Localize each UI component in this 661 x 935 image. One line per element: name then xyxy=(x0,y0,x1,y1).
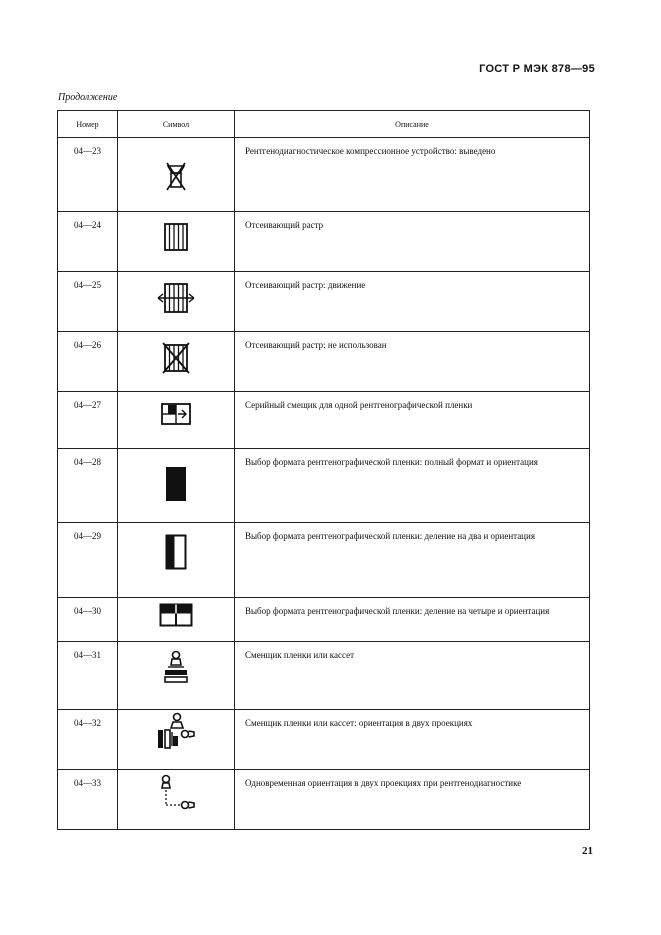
row-symbol xyxy=(118,598,235,642)
table-row xyxy=(58,138,590,212)
row-symbol xyxy=(118,138,235,212)
row-number: 04—30 xyxy=(58,598,118,642)
symbols-table xyxy=(57,110,590,830)
table-row xyxy=(58,523,590,598)
row-number: 04—24 xyxy=(58,212,118,272)
row-description: Сменщик пленки или кассет xyxy=(235,642,590,710)
spot-film-device-single-icon xyxy=(160,402,192,426)
row-description: Сменщик пленки или кассет: ориентация в двух проекциях xyxy=(235,710,590,770)
row-symbol xyxy=(118,392,235,449)
table-row xyxy=(58,642,590,710)
table-row xyxy=(58,710,590,770)
row-symbol xyxy=(118,770,235,830)
row-symbol xyxy=(118,449,235,523)
row-number: 04—27 xyxy=(58,392,118,449)
grid-movement-icon xyxy=(156,282,196,314)
continuation-label: Продолжение xyxy=(58,92,118,103)
column-header-description: Описание xyxy=(235,111,590,138)
row-description: Выбор формата рентгенографической пленки: полный формат и ориентация xyxy=(235,449,590,523)
row-symbol xyxy=(118,212,235,272)
film-cassette-changer-icon xyxy=(163,650,189,684)
row-number: 04—31 xyxy=(58,642,118,710)
row-description: Выбор формата рентгенографической пленки: деление на два и ориентация xyxy=(235,523,590,598)
table-row xyxy=(58,598,590,642)
film-format-quarters-icon xyxy=(159,603,193,627)
row-number: 04—26 xyxy=(58,332,118,392)
table-row xyxy=(58,332,590,392)
table-row xyxy=(58,272,590,332)
row-description: Отсеивающий растр xyxy=(235,212,590,272)
column-header-number: Номер xyxy=(58,111,118,138)
column-header-symbol: Символ xyxy=(118,111,235,138)
row-description: Рентгенодиагностическое компрессионное устройство: выведено xyxy=(235,138,590,212)
row-symbol xyxy=(118,332,235,392)
row-description: Отсеивающий растр: движение xyxy=(235,272,590,332)
grid-icon xyxy=(163,222,189,252)
table-row xyxy=(58,449,590,523)
compression-device-retracted-icon xyxy=(163,160,189,192)
row-number: 04—28 xyxy=(58,449,118,523)
row-symbol xyxy=(118,272,235,332)
row-description: Серийный смещик для одной рентгенографической пленки xyxy=(235,392,590,449)
row-symbol xyxy=(118,710,235,770)
row-symbol xyxy=(118,642,235,710)
table-row xyxy=(58,212,590,272)
row-description: Отсеивающий растр: не использован xyxy=(235,332,590,392)
row-symbol xyxy=(118,523,235,598)
page-number: 21 xyxy=(582,845,593,857)
film-format-full-icon xyxy=(165,466,187,502)
row-number: 04—33 xyxy=(58,770,118,830)
grid-not-used-icon xyxy=(162,342,190,374)
document-standard-header: ГОСТ Р МЭК 878—95 xyxy=(479,63,595,75)
film-format-halves-icon xyxy=(165,534,187,570)
simultaneous-biplane-icon xyxy=(156,774,196,810)
film-changer-biplane-icon xyxy=(156,712,196,752)
row-description: Выбор формата рентгенографической пленки: деление на четыре и ориентация xyxy=(235,598,590,642)
row-number: 04—23 xyxy=(58,138,118,212)
table-row xyxy=(58,770,590,830)
row-number: 04—32 xyxy=(58,710,118,770)
table-header-row xyxy=(58,111,590,138)
row-description: Одновременная ориентация в двух проекциях при рентгенодиагностике xyxy=(235,770,590,830)
row-number: 04—29 xyxy=(58,523,118,598)
row-number: 04—25 xyxy=(58,272,118,332)
table-row xyxy=(58,392,590,449)
